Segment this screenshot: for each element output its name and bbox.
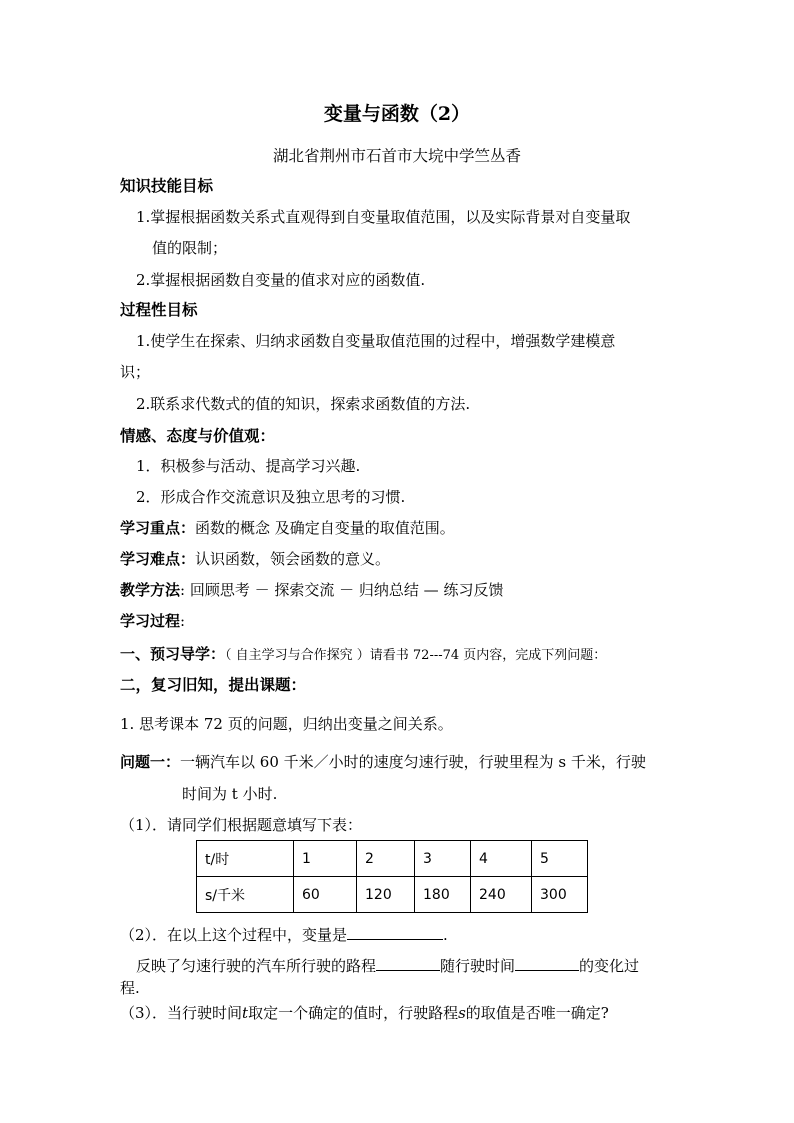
question-2-text: （2）．在以上这个过程中，变量是 xyxy=(120,926,348,944)
process-item-1: 1.使学生在探索、归纳求函数自变量取值范围的过程中，增强数学建模意 xyxy=(136,332,616,350)
table-cell: 120 xyxy=(357,877,415,913)
answer-blank[interactable] xyxy=(347,924,443,940)
table-cell: 300 xyxy=(532,877,588,913)
problem-one-cont: 时间为 t 小时. xyxy=(182,785,278,803)
question-2 xyxy=(120,924,448,945)
attitude-item-1: 1．积极参与活动、提高学习兴趣. xyxy=(136,457,361,475)
question-3-text-c: 的取值是否唯一确定? xyxy=(465,1004,609,1022)
preview-text: （ 自主学习与合作探究 ）请看书 72---74 页内容，完成下列问题： xyxy=(225,648,607,663)
table-cell: 5 xyxy=(532,841,588,877)
key-point-text: 函数的概念 及确定自变量的取值范围。 xyxy=(195,519,455,537)
learning-process-line xyxy=(120,611,185,631)
table-cell: 60 xyxy=(294,877,357,913)
process-item-1-cont: 识； xyxy=(120,363,151,381)
table-cell: 2 xyxy=(357,841,415,877)
knowledge-item-2: 2.掌握根据函数自变量的值求对应的函数值. xyxy=(136,271,426,289)
reflect-text-c: 的变化过 xyxy=(579,957,640,975)
key-point-line xyxy=(120,518,455,538)
question-1: （1）．请同学们根据题意填写下表： xyxy=(120,816,363,834)
question-3-text-a: （3）．当行驶时间 xyxy=(120,1004,243,1022)
document-title: 变量与函数（2） xyxy=(323,103,471,125)
attitude-item-2: 2．形成合作交流意识及独立思考的习惯. xyxy=(136,488,406,506)
table-cell: 240 xyxy=(471,877,532,913)
preview-label: 一、预习导学： xyxy=(120,645,226,663)
difficulty-line xyxy=(120,549,390,569)
problem-one-label: 问题一： xyxy=(120,753,181,771)
method-line xyxy=(120,580,503,600)
author-line: 湖北省荆州市石首市大垸中学竺丛香 xyxy=(272,147,521,165)
learning-process-label: 学习过程 xyxy=(120,612,181,630)
reflect-text-b: 随行驶时间 xyxy=(440,957,516,975)
answer-blank[interactable] xyxy=(376,955,440,971)
question-3 xyxy=(120,1003,609,1023)
table-cell: t/时 xyxy=(197,841,294,877)
problem-one-line xyxy=(120,752,646,772)
answer-blank[interactable] xyxy=(515,955,579,971)
key-point-label: 学习重点： xyxy=(120,519,196,537)
variable-t: t xyxy=(242,1004,249,1022)
difficulty-text: 认识函数，领会函数的意义。 xyxy=(195,550,391,568)
table-cell: s/千米 xyxy=(197,877,294,913)
table-cell: 3 xyxy=(415,841,471,877)
reflect-text-a: 反映了匀速行驶的汽车所行驶的路程 xyxy=(136,957,377,975)
process-item-2: 2.联系求代数式的值的知识，探索求函数值的方法. xyxy=(136,395,471,413)
knowledge-item-1: 1.掌握根据函数关系式直观得到自变量取值范围，以及实际背景对自变量取 xyxy=(136,208,631,226)
question-2-end: . xyxy=(443,926,448,944)
think-line: 1. 思考课本 72 页的问题，归纳出变量之间关系。 xyxy=(120,715,453,733)
table-cell: 1 xyxy=(294,841,357,877)
method-label: 教学方法 xyxy=(120,581,181,599)
difficulty-label: 学习难点： xyxy=(120,550,196,568)
preview-line xyxy=(120,644,606,666)
review-heading: 二，复习旧知，提出课题： xyxy=(120,676,307,694)
speed-table xyxy=(196,840,588,913)
table-cell: 180 xyxy=(415,877,471,913)
variable-s: s xyxy=(458,1004,466,1022)
method-text: : 回顾思考 － 探索交流 － 归纳总结 — 练习反馈 xyxy=(180,581,504,599)
reflect-cont: 程. xyxy=(120,979,140,997)
learning-process-colon: : xyxy=(180,612,186,630)
knowledge-item-1-cont: 值的限制； xyxy=(152,239,228,257)
knowledge-heading: 知识技能目标 xyxy=(120,177,214,195)
table-row xyxy=(197,841,588,877)
reflect-line xyxy=(136,955,639,976)
process-heading: 过程性目标 xyxy=(120,301,198,319)
table-row xyxy=(197,877,588,913)
table-cell: 4 xyxy=(471,841,532,877)
question-3-text-b: 取定一个确定的值时，行驶路程 xyxy=(248,1004,459,1022)
attitude-heading: 情感、态度与价值观： xyxy=(120,427,276,445)
problem-one-text: 一辆汽车以 60 千米／小时的速度匀速行驶，行驶里程为 s 千米，行驶 xyxy=(180,753,646,771)
